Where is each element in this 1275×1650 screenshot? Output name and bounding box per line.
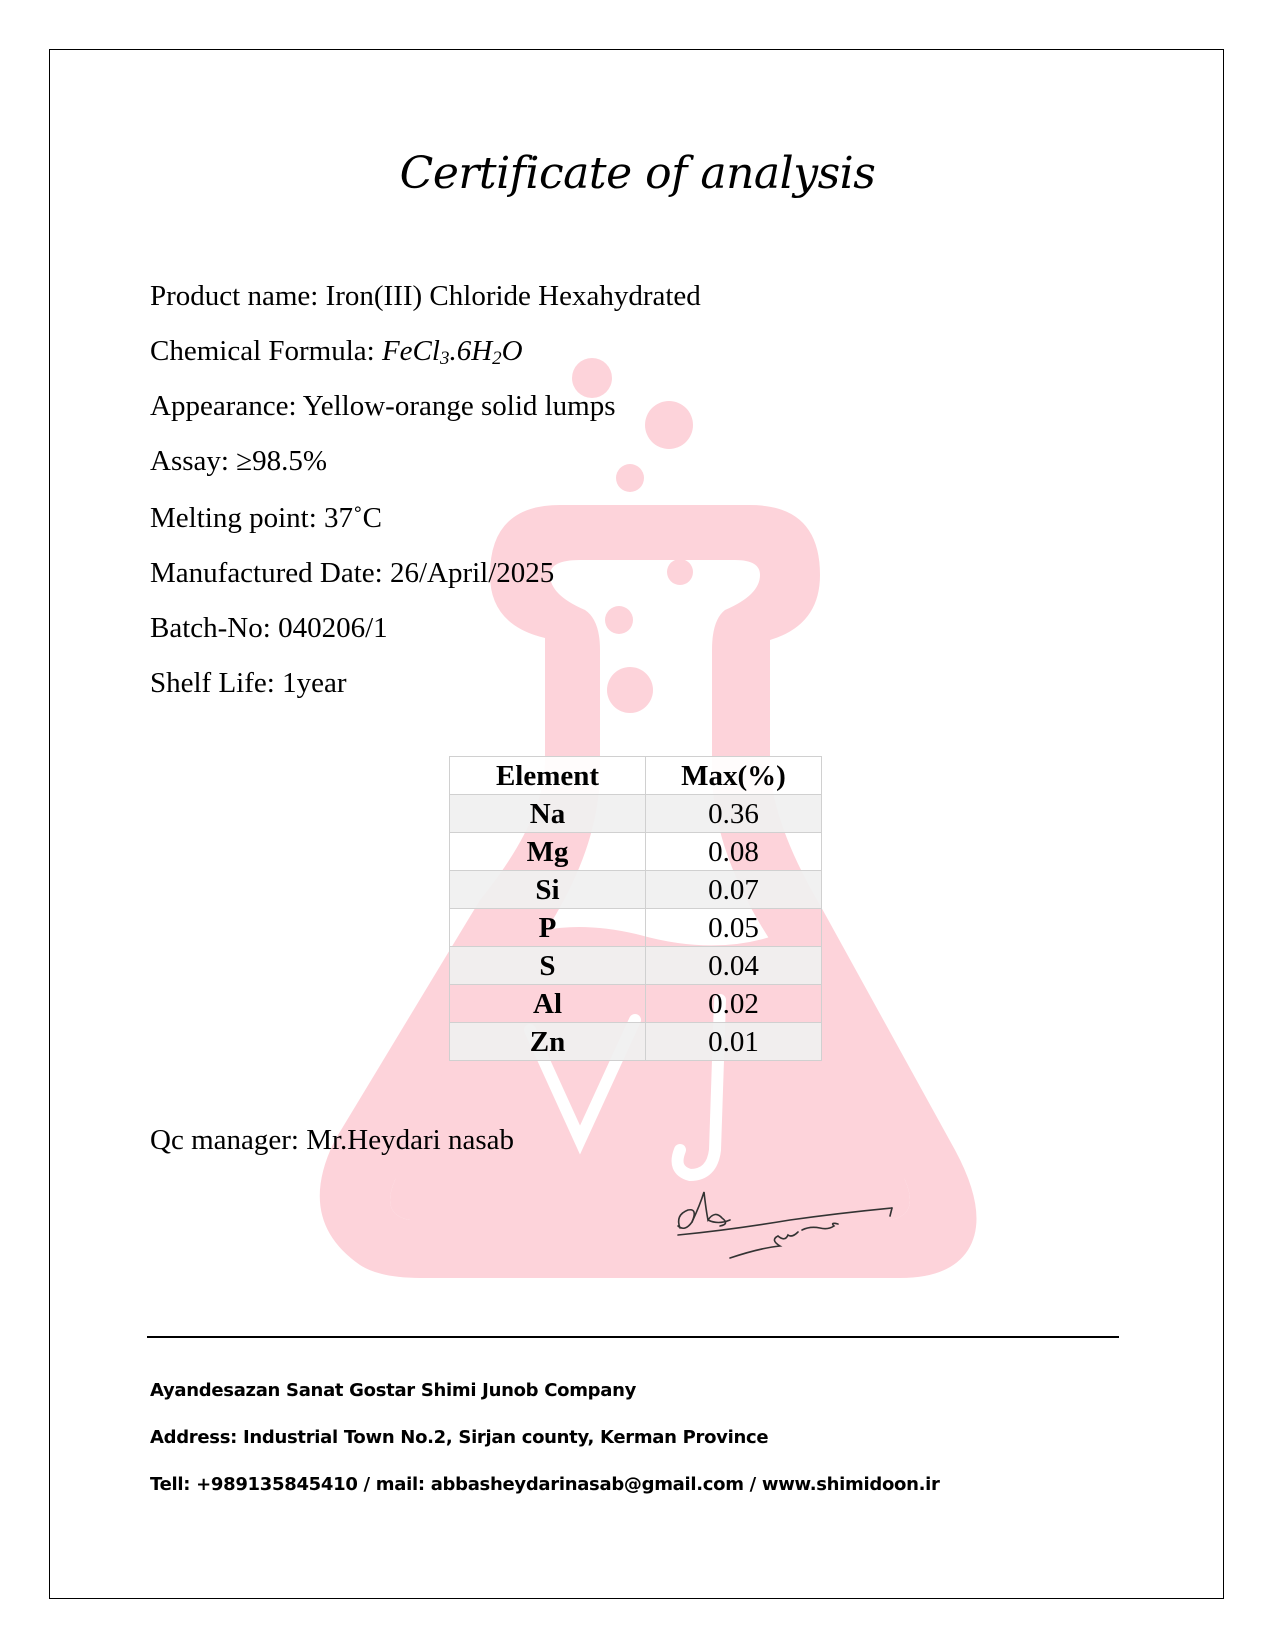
cell-max: 0.04 [646,947,822,985]
impurity-table [449,756,822,1061]
field-label: Shelf Life: [150,667,275,699]
field-appearance [150,390,616,423]
table-row [450,1023,822,1061]
header-max: Max(%) [646,757,822,795]
table-header-row [450,757,822,795]
field-label: Chemical Formula: [150,335,375,367]
field-label: Batch-No: [150,612,271,644]
field-value: 37˚C [324,502,382,534]
field-label: Manufactured Date: [150,557,383,589]
cell-element: P [450,909,646,947]
table-row [450,985,822,1023]
cell-max: 0.36 [646,795,822,833]
footer-divider [147,1336,1119,1338]
header-element: Element [450,757,646,795]
field-shelf-life [150,667,346,700]
field-assay [150,445,327,478]
cell-max: 0.01 [646,1023,822,1061]
qc-manager [150,1124,514,1157]
cell-element: S [450,947,646,985]
cell-max: 0.07 [646,871,822,909]
cell-element: Al [450,985,646,1023]
field-value: 1year [282,667,347,699]
field-chemical-formula [150,335,523,368]
cell-element: Si [450,871,646,909]
qc-name: Mr.Heydari nasab [306,1124,514,1156]
field-melting-point [150,502,382,535]
cell-element: Mg [450,833,646,871]
table-row [450,795,822,833]
footer-company: Ayandesazan Sanat Gostar Shimi Junob Company [150,1380,637,1401]
formula-value: $FeCl_3.6H_2O$ [381,335,523,369]
cell-max: 0.05 [646,909,822,947]
table-row [450,909,822,947]
field-label: Melting point: [150,502,317,534]
field-manufactured-date [150,557,554,590]
field-label: Appearance: [150,390,297,422]
table-row [450,947,822,985]
signature-icon [670,1180,910,1260]
table-row [450,833,822,871]
field-value: ≥98.5% [236,445,328,477]
qc-label: Qc manager: [150,1124,299,1156]
cell-max: 0.08 [646,833,822,871]
field-value: Iron(III) Chloride Hexahydrated [325,280,701,312]
field-batch-no [150,612,388,645]
footer-contact: Tell: +989135845410 / mail: abbasheydarinasab@gmail.com / www.shimidoon.ir [150,1474,940,1495]
field-label: Product name: [150,280,319,312]
field-value: 26/April/2025 [389,557,555,589]
field-product-name [150,280,701,313]
cell-element: Zn [450,1023,646,1061]
footer-address: Address: Industrial Town No.2, Sirjan county, Kerman Province [150,1427,769,1448]
cell-max: 0.02 [646,985,822,1023]
field-label: Assay: [150,445,229,477]
document-title: Certificate of analysis [399,148,876,199]
cell-element: Na [450,795,646,833]
field-value: Yellow-orange solid lumps [302,390,616,422]
field-value: 040206/1 [278,612,388,644]
table-row [450,871,822,909]
